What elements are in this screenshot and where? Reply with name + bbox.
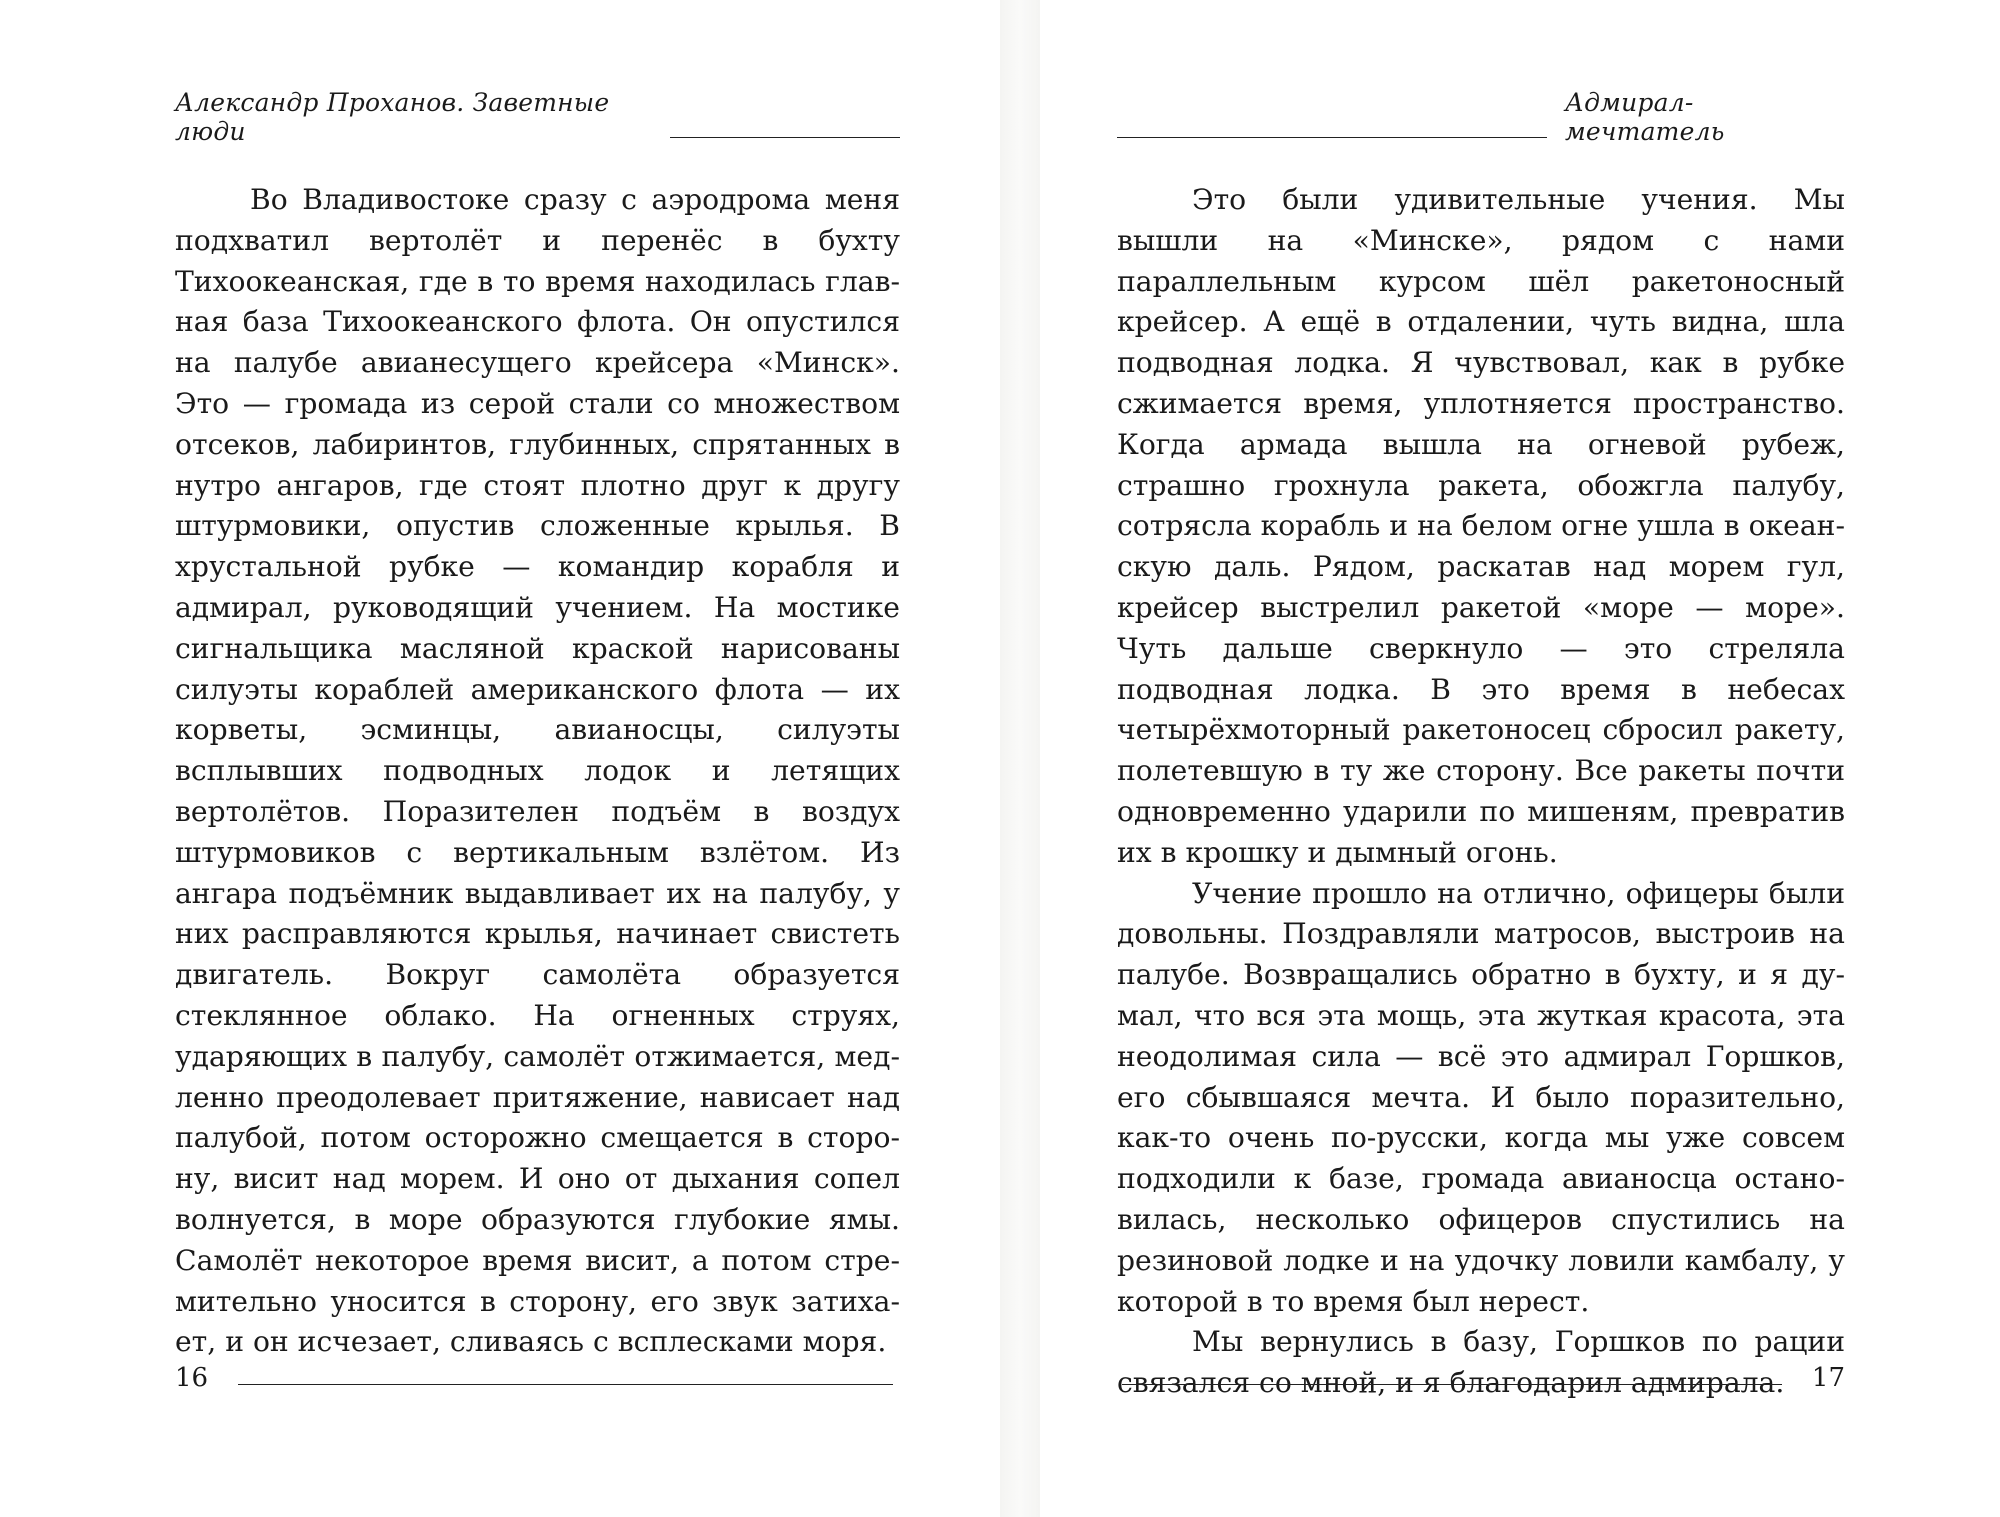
right-page-text (1117, 180, 1845, 1404)
left-running-head-rule (670, 137, 900, 138)
left-folio-rule (238, 1384, 893, 1385)
right-running-head (1117, 88, 1845, 146)
right-page-number: 17 (1811, 1363, 1845, 1393)
left-page-text (175, 180, 900, 1363)
right-running-head-text: Адмирал-мечтатель (1565, 88, 1725, 146)
book-gutter (1000, 0, 1040, 1517)
left-running-head-text: Александр Проханов. Заветные люди (175, 88, 610, 146)
right-paragraph-3: Мы вернулись в базу, Горшков по рации связался со мной, и я благодарил адмирала. (1117, 1325, 1845, 1400)
right-paragraph-1: Это были удивительные учения. Мы вышли на «Минске», рядом с нами параллельным курсом шёл ракетоносный крейсер. А ещё в отдалении, чуть видна, шла подводная лодка. Я чувствовал, как в рубке сжимается время, уплотняется пространство. Когда армада вышла на огневой рубеж, страшно грохнула ракета, обожгла палубу, сотрясла корабль и на белом огне ушла в океанскую даль. Рядом, раскатав над морем гул, крейсер выстрелил ракетой «море — море». Чуть дальше сверкнуло — это стреляла подводная лодка. В это время в небесах четырёхмоторный ракетоносец сбросил ракету, полетевшую в ту же сторону. Все ракеты почти одновременно ударили по мишеням, превратив их в крошку и дымный огонь. (1117, 183, 1845, 869)
left-running-head (175, 88, 900, 146)
right-folio (1117, 1357, 1845, 1393)
left-paragraph-1: Во Владивостоке сразу с аэродрома меня подхватил вертолёт и перенёс в бухту Тихоокеанская, где в то время находилась главная база Тихоокеанского флота. Он опустился на палубе авианесущего крейсера «Минск». Это — громада из серой стали со множеством отсеков, лабиринтов, глубинных, спрятанных в нутро ангаров, где стоят плотно друг к другу штурмовики, опустив сложенные крылья. В хрустальной рубке — командир корабля и адмирал, руководящий учением. На мостике сигнальщика масляной краской нарисованы силуэты кораблей американского флота — их корветы, эсминцы, авианосцы, силуэты всплывших подводных лодок и летящих вертолётов. Поразителен подъём в воздух штурмовиков с вертикальным взлётом. Из ангара подъёмник выдавливает их на палубу, у них расправляются крылья, начинает свистеть двигатель. Вокруг самолёта образуется стеклянное облако. На огненных струях, ударяющих в палубу, самолёт отжимается, медленно преодолевает притяжение, нависает над палубой, потом осторожно смещается в сторону, висит над морем. И оно от дыхания сопел волнуется, в море образуются глубокие ямы. Самолёт некоторое время висит, а потом стремительно уносится в сторону, его звук затихает, и он исчезает, сливаясь с всплесками моря. (175, 183, 900, 1359)
right-folio-rule (1122, 1384, 1782, 1385)
right-paragraph-2: Учение прошло на отлично, офицеры были довольны. Поздравляли матросов, выстроив на палубе. Возвращались обратно в бухту, и я думал, что вся эта мощь, эта жуткая красота, эта неодолимая сила — всё это адмирал Горшков, его сбывшаяся мечта. И было поразительно, как-то очень по-русски, когда мы уже совсем подходили к базе, громада авианосца остановилась, несколько офицеров спустились на резиновой лодке и на удочку ловили камбалу, у которой в то время был нерест. (1117, 876, 1845, 1318)
left-folio (175, 1357, 900, 1393)
left-page-number: 16 (175, 1363, 209, 1393)
right-running-head-rule (1117, 137, 1547, 138)
